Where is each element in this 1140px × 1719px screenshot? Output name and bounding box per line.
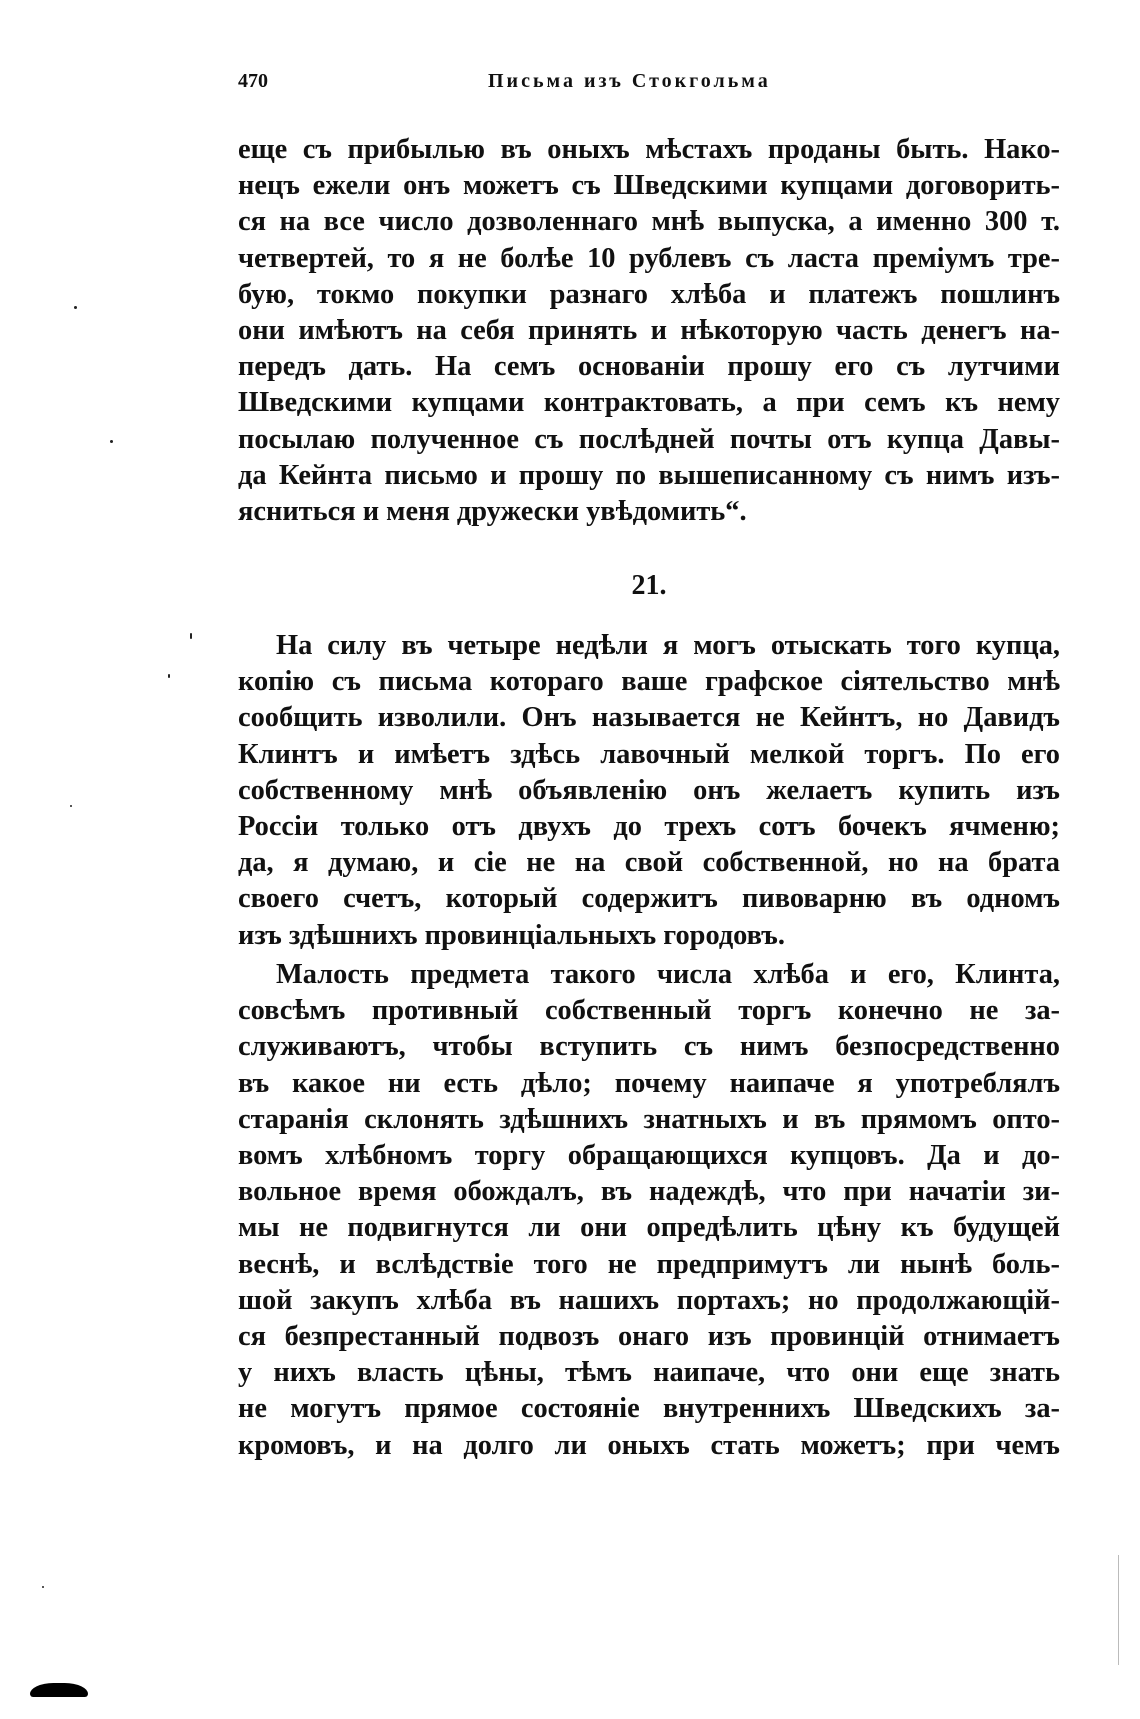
text-line: копiю съ письма котораго ваше графское сiятельство мнѣ — [238, 666, 1060, 698]
scan-ink-blot — [30, 1683, 88, 1697]
text-line: своего счетъ, который содержитъ пивоварню въ одномъ — [238, 883, 1060, 915]
scan-speck — [190, 633, 192, 639]
text-line: четвертей, то я не болѣе 10 рублевъ съ ласта премiумъ тре- — [238, 242, 1060, 274]
paragraph-continued — [238, 132, 1060, 530]
text-line: веснѣ, и вслѣдствiе того не предпримутъ ли нынѣ боль- — [238, 1248, 1060, 1280]
text-line: да, я думаю, и сiе не на свой собственной, но на брата — [238, 847, 1060, 879]
text-line: Малость предмета такого числа хлѣба и его, Клинта, — [276, 959, 1060, 990]
section-number: 21. — [631, 570, 667, 601]
page-edge-mark — [1118, 1555, 1119, 1665]
text-line: нецъ ежели онъ можетъ съ Шведскими купцами договорить- — [238, 170, 1060, 202]
text-line: вомъ хлѣбномъ торгу обращающихся купцовъ. Да и до- — [238, 1140, 1060, 1172]
paragraph — [238, 628, 1060, 954]
text-line: Шведскими купцами контрактовать, а при семъ къ нему — [238, 387, 1060, 419]
scan-speck — [42, 1586, 44, 1588]
text-line: Клинтъ и имѣетъ здѣсь лавочный мелкой торгъ. По его — [238, 738, 1060, 770]
paragraph — [238, 957, 1060, 1464]
text-line: старанiя склонять здѣшнихъ знатныхъ и въ прямомъ опто- — [238, 1103, 1060, 1135]
scan-speck — [168, 674, 170, 678]
scan-speck — [70, 805, 72, 807]
text-line: передъ дать. На семъ основанiи прошу его съ лутчими — [238, 351, 1060, 383]
running-title: Письма изъ Стокгольма — [488, 70, 771, 92]
text-line: служиваютъ, чтобы вступить съ нимъ безпосредственно — [238, 1031, 1060, 1063]
text-line: кромовъ, и на долго ли оныхъ стать можетъ; при чемъ — [238, 1429, 1060, 1461]
running-head — [238, 70, 1060, 100]
text-line: не могутъ прямое состоянiе внутреннихъ Шведскихъ за- — [238, 1393, 1060, 1425]
text-line: они имѣютъ на себя принять и нѣкоторую часть денегъ на- — [238, 315, 1060, 347]
text-line: На силу въ четыре недѣли я могъ отыскать того купца, — [276, 630, 1060, 661]
text-line: еще съ прибылью въ оныхъ мѣстахъ проданы быть. Нако- — [238, 134, 1060, 165]
text-line: собственному мнѣ объявленiю онъ желаетъ купить изъ — [238, 774, 1060, 806]
text-line: шой закупъ хлѣба въ нашихъ портахъ; но продолжающiй- — [238, 1284, 1060, 1316]
text-line: да Кейнта письмо и прошу по вышеписанному съ нимъ изъ- — [238, 459, 1060, 491]
text-line: мы не подвигнутся ли они опредѣлить цѣну къ будущей — [238, 1212, 1060, 1244]
page-number: 470 — [238, 70, 268, 92]
text-line: у нихъ власть цѣны, тѣмъ наипаче, что они еще знать — [238, 1357, 1060, 1389]
text-line: изъ здѣшнихъ провинцiальныхъ городовъ. — [238, 919, 785, 951]
text-line: ся на все число дозволеннаго мнѣ выпуска, а именно 300 т. — [238, 206, 1060, 238]
scan-speck — [74, 306, 77, 309]
text-line: вольное время обождалъ, въ надеждѣ, что при начатiи зи- — [238, 1176, 1060, 1208]
text-line: ясниться и меня дружески увѣдомить“. — [238, 496, 747, 528]
text-line: сообщить изволили. Онъ называется не Кейнтъ, но Давидъ — [238, 702, 1060, 734]
text-line: совсѣмъ противный собственный торгъ конечно не за- — [238, 995, 1060, 1027]
text-line: въ какое ни есть дѣло; почему наипаче я употреблялъ — [238, 1067, 1060, 1099]
text-line: ся безпрестанный подвозъ онаго изъ провинцiй отнимаетъ — [238, 1321, 1060, 1353]
scan-speck — [110, 440, 113, 443]
text-line: посылаю полученное съ послѣдней почты отъ купца Давы- — [238, 423, 1060, 455]
text-line: Россiи только отъ двухъ до трехъ сотъ бочекъ ячменю; — [238, 811, 1060, 843]
text-line: бую, токмо покупки разнаго хлѣба и платежъ пошлинъ — [238, 278, 1060, 310]
